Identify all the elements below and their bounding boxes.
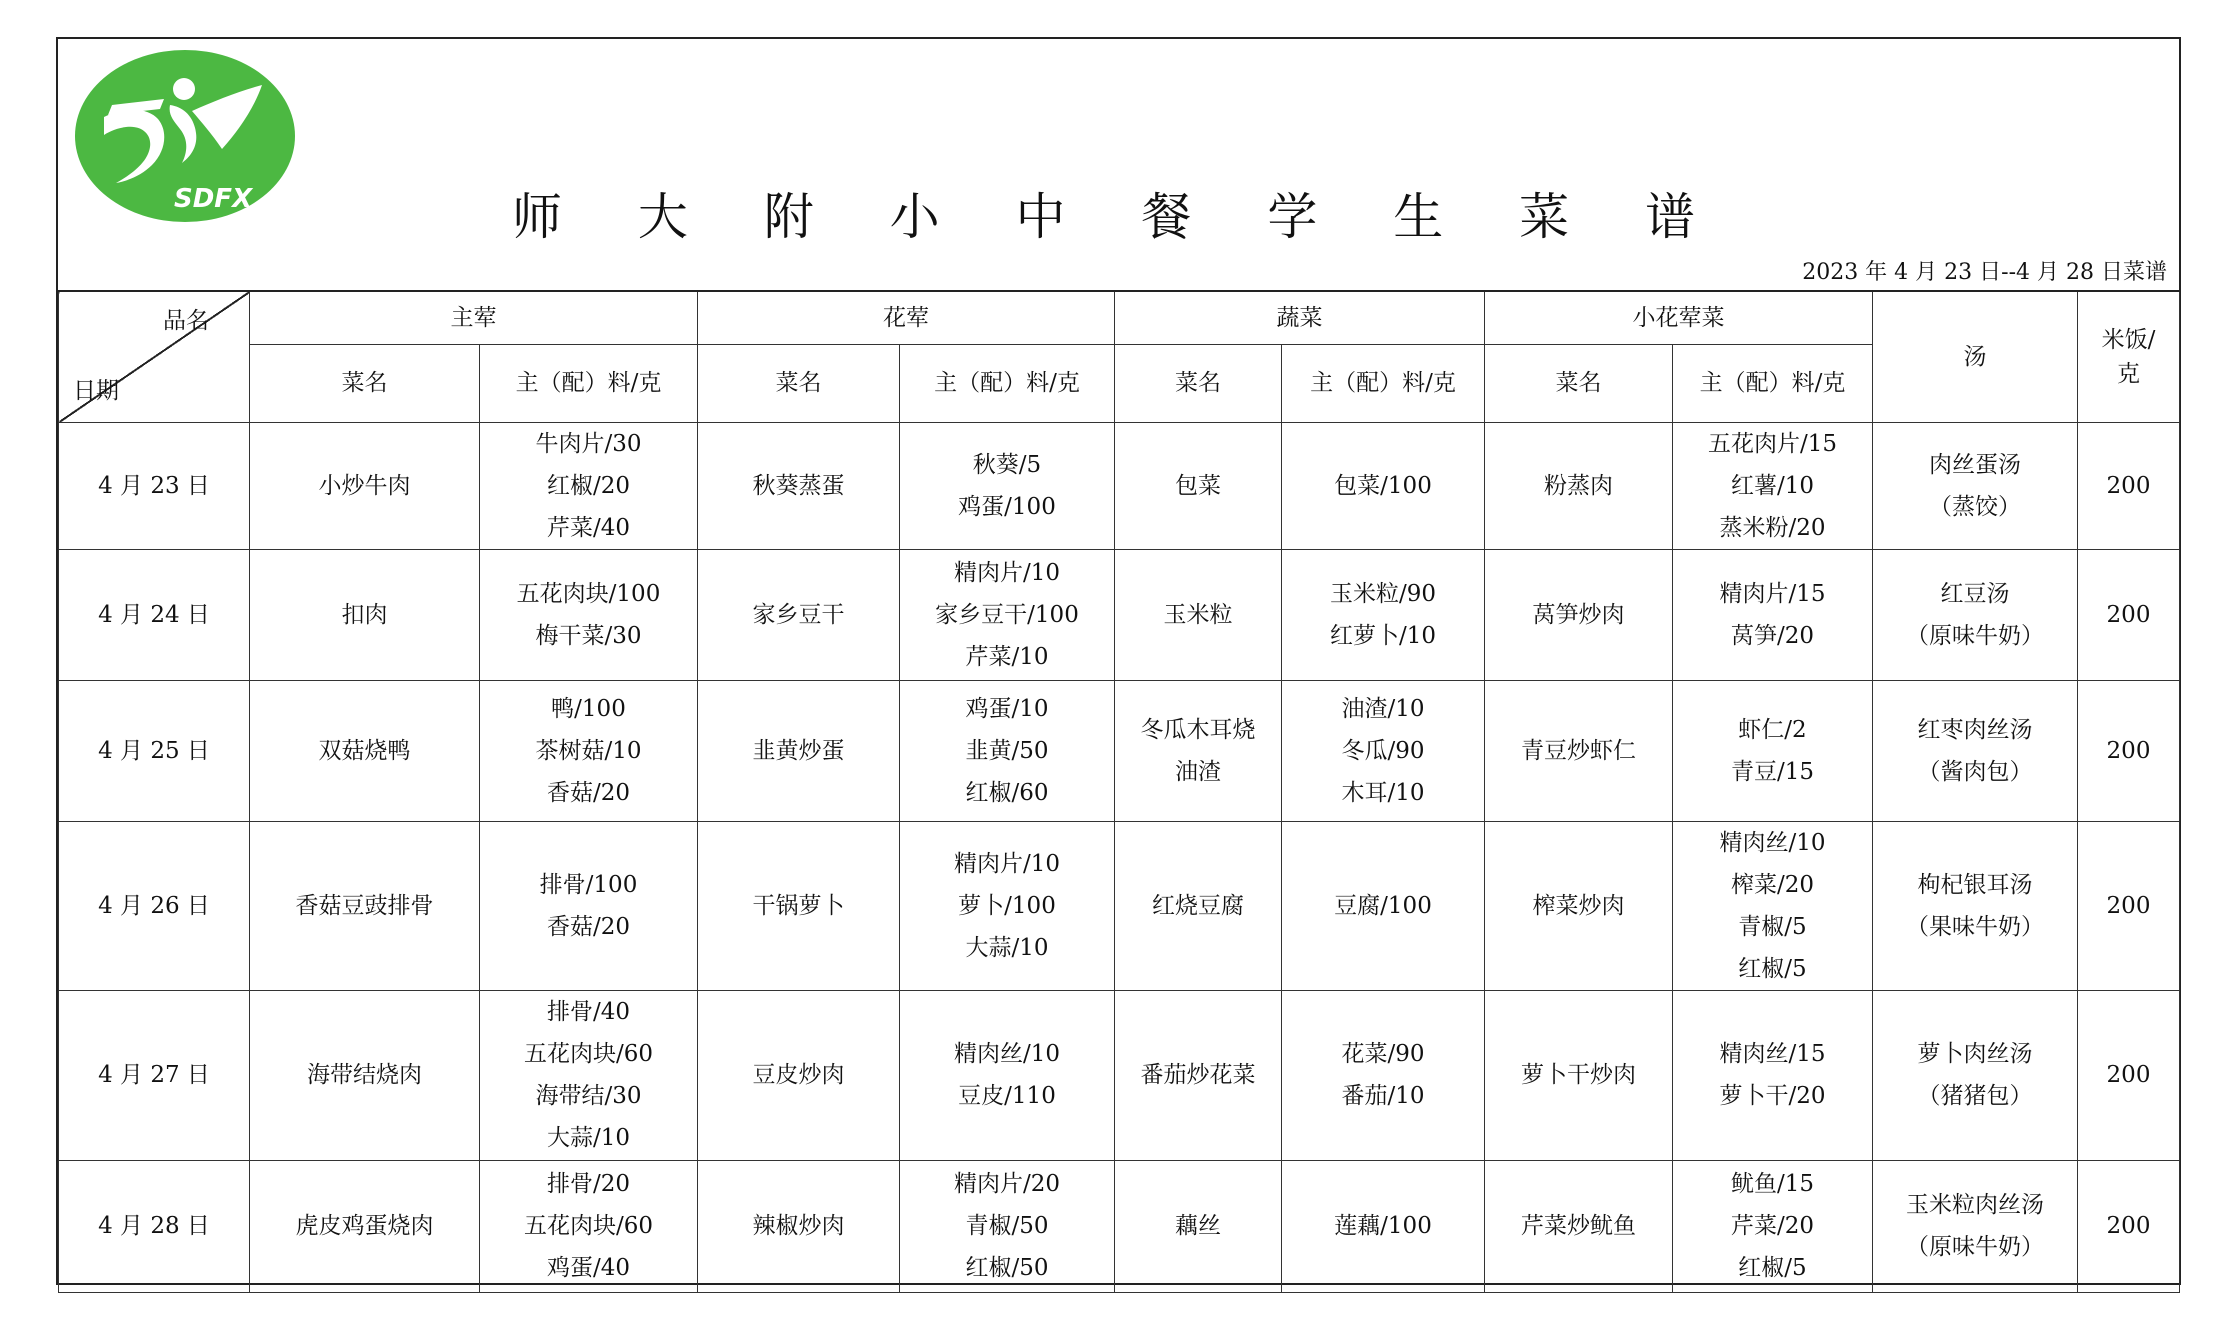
- col-header-ingredients: 主（配）料/克: [480, 344, 698, 422]
- small-ingredients-cell: 虾仁/2 青豆/15: [1673, 680, 1873, 821]
- group-header-huahun: 花荤: [698, 291, 1115, 344]
- date-cell: 4 月 24 日: [59, 549, 250, 680]
- col-header-ingredients: 主（配）料/克: [1282, 344, 1485, 422]
- main-ingredients-cell: 排骨/40 五花肉块/60 海带结/30 大蒜/10: [480, 990, 698, 1160]
- main-ingredients-cell: 鸭/100 茶树菇/10 香菇/20: [480, 680, 698, 821]
- soup-cell: 萝卜肉丝汤 （猪猪包）: [1873, 990, 2078, 1160]
- veg-ingredients-cell: 花菜/90 番茄/10: [1282, 990, 1485, 1160]
- col-header-dish: 菜名: [1115, 344, 1282, 422]
- huahun-dish-cell: 辣椒炒肉: [698, 1160, 900, 1292]
- date-range: 2023 年 4 月 23 日--4 月 28 日菜谱: [1802, 260, 2167, 285]
- small-ingredients-cell: 精肉丝/10 榨菜/20 青椒/5 红椒/5: [1673, 821, 1873, 990]
- table-row: [59, 821, 2180, 990]
- soup-cell: 红豆汤 （原味牛奶）: [1873, 549, 2078, 680]
- group-header-veg: 蔬菜: [1115, 291, 1485, 344]
- small-ingredients-cell: 鱿鱼/15 芹菜/20 红椒/5: [1673, 1160, 1873, 1292]
- main-ingredients-cell: 排骨/100 香菇/20: [480, 821, 698, 990]
- rice-cell: 200: [2078, 549, 2180, 680]
- soup-cell: 玉米粒肉丝汤 （原味牛奶）: [1873, 1160, 2078, 1292]
- page-title: 师 大 附 小 中 餐 学 生 菜 谱: [511, 188, 1726, 246]
- huahun-ingredients-cell: 精肉片/20 青椒/50 红椒/50: [900, 1160, 1115, 1292]
- main-ingredients-cell: 牛肉片/30 红椒/20 芹菜/40: [480, 422, 698, 549]
- col-header-dish: 菜名: [1485, 344, 1673, 422]
- small-dish-cell: 青豆炒虾仁: [1485, 680, 1673, 821]
- small-dish-cell: 榨菜炒肉: [1485, 821, 1673, 990]
- veg-ingredients-cell: 包菜/100: [1282, 422, 1485, 549]
- small-dish-cell: 粉蒸肉: [1485, 422, 1673, 549]
- small-dish-cell: 莴笋炒肉: [1485, 549, 1673, 680]
- date-cell: 4 月 27 日: [59, 990, 250, 1160]
- date-cell: 4 月 23 日: [59, 422, 250, 549]
- veg-dish-cell: 藕丝: [1115, 1160, 1282, 1292]
- huahun-ingredients-cell: 精肉丝/10 豆皮/110: [900, 990, 1115, 1160]
- veg-ingredients-cell: 豆腐/100: [1282, 821, 1485, 990]
- rice-cell: 200: [2078, 680, 2180, 821]
- small-dish-cell: 芹菜炒鱿鱼: [1485, 1160, 1673, 1292]
- main-dish-cell: 小炒牛肉: [250, 422, 480, 549]
- main-ingredients-cell: 五花肉块/100 梅干菜/30: [480, 549, 698, 680]
- main-dish-cell: 双菇烧鸭: [250, 680, 480, 821]
- huahun-dish-cell: 干锅萝卜: [698, 821, 900, 990]
- veg-dish-cell: 包菜: [1115, 422, 1282, 549]
- main-ingredients-cell: 排骨/20 五花肉块/60 鸡蛋/40: [480, 1160, 698, 1292]
- rice-cell: 200: [2078, 821, 2180, 990]
- corner-header: [59, 291, 250, 422]
- soup-cell: 红枣肉丝汤 （酱肉包）: [1873, 680, 2078, 821]
- huahun-dish-cell: 韭黄炒蛋: [698, 680, 900, 821]
- corner-label-date: 日期: [73, 377, 119, 404]
- main-dish-cell: 扣肉: [250, 549, 480, 680]
- col-header-ingredients: 主（配）料/克: [900, 344, 1115, 422]
- small-dish-cell: 萝卜干炒肉: [1485, 990, 1673, 1160]
- veg-ingredients-cell: 莲藕/100: [1282, 1160, 1485, 1292]
- table-row: [59, 990, 2180, 1160]
- veg-ingredients-cell: 玉米粒/90 红萝卜/10: [1282, 549, 1485, 680]
- rice-header: 米饭/ 克: [2078, 291, 2180, 422]
- huahun-dish-cell: 家乡豆干: [698, 549, 900, 680]
- menu-table: [58, 290, 2180, 1293]
- huahun-dish-cell: 豆皮炒肉: [698, 990, 900, 1160]
- soup-header: 汤: [1873, 291, 2078, 422]
- veg-dish-cell: 玉米粒: [1115, 549, 1282, 680]
- main-dish-cell: 香菇豆豉排骨: [250, 821, 480, 990]
- table-row: [59, 680, 2180, 821]
- menu-body: [59, 422, 2180, 1292]
- main-dish-cell: 虎皮鸡蛋烧肉: [250, 1160, 480, 1292]
- huahun-ingredients-cell: 精肉片/10 家乡豆干/100 芹菜/10: [900, 549, 1115, 680]
- group-header-small: 小花荤菜: [1485, 291, 1873, 344]
- col-header-dish: 菜名: [698, 344, 900, 422]
- rice-cell: 200: [2078, 422, 2180, 549]
- veg-ingredients-cell: 油渣/10 冬瓜/90 木耳/10: [1282, 680, 1485, 821]
- main-dish-cell: 海带结烧肉: [250, 990, 480, 1160]
- veg-dish-cell: 冬瓜木耳烧 油渣: [1115, 680, 1282, 821]
- soup-cell: 枸杞银耳汤 （果味牛奶）: [1873, 821, 2078, 990]
- date-cell: 4 月 28 日: [59, 1160, 250, 1292]
- huahun-dish-cell: 秋葵蒸蛋: [698, 422, 900, 549]
- small-ingredients-cell: 精肉片/15 莴笋/20: [1673, 549, 1873, 680]
- date-cell: 4 月 26 日: [59, 821, 250, 990]
- col-header-dish: 菜名: [250, 344, 480, 422]
- small-ingredients-cell: 五花肉片/15 红薯/10 蒸米粉/20: [1673, 422, 1873, 549]
- table-row: [59, 422, 2180, 549]
- group-header-main: 主荤: [250, 291, 698, 344]
- col-header-ingredients: 主（配）料/克: [1673, 344, 1873, 422]
- veg-dish-cell: 番茄炒花菜: [1115, 990, 1282, 1160]
- veg-dish-cell: 红烧豆腐: [1115, 821, 1282, 990]
- huahun-ingredients-cell: 精肉片/10 萝卜/100 大蒜/10: [900, 821, 1115, 990]
- corner-label-dish: 品名: [163, 308, 209, 334]
- small-ingredients-cell: 精肉丝/15 萝卜干/20: [1673, 990, 1873, 1160]
- soup-cell: 肉丝蛋汤 （蒸饺）: [1873, 422, 2078, 549]
- huahun-ingredients-cell: 鸡蛋/10 韭黄/50 红椒/60: [900, 680, 1115, 821]
- date-cell: 4 月 25 日: [59, 680, 250, 821]
- svg-text:SDFX: SDFX: [174, 184, 253, 214]
- table-row: [59, 1160, 2180, 1292]
- huahun-ingredients-cell: 秋葵/5 鸡蛋/100: [900, 422, 1115, 549]
- table-row: [59, 549, 2180, 680]
- rice-cell: 200: [2078, 990, 2180, 1160]
- menu-sheet: [56, 37, 2181, 1285]
- rice-cell: 200: [2078, 1160, 2180, 1292]
